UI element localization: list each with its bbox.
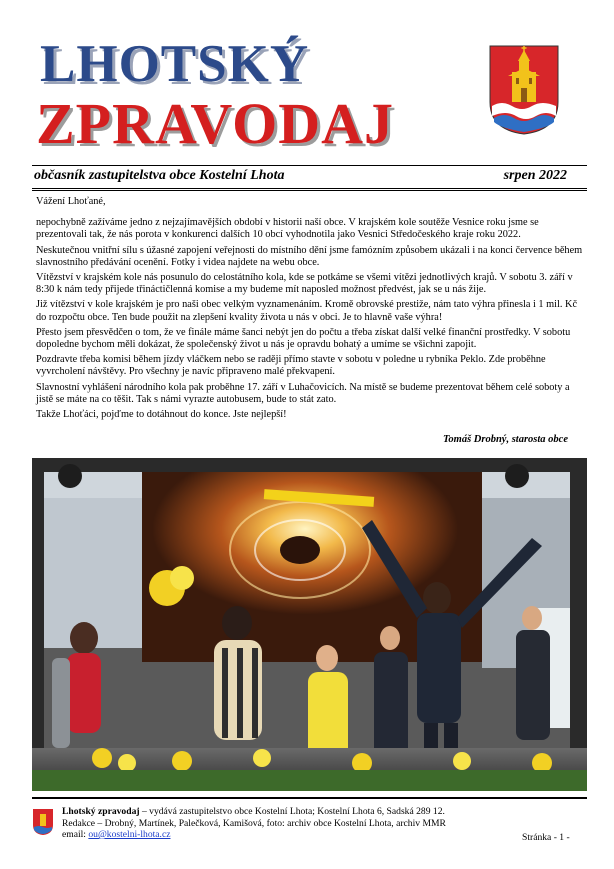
article-greeting: Vážení Lhoťané, bbox=[36, 196, 106, 207]
title-line-1: LHOTSKÝ bbox=[40, 35, 310, 93]
footer-email-line bbox=[62, 829, 562, 841]
subtitle-bar bbox=[32, 165, 587, 191]
editorial-article bbox=[36, 196, 584, 424]
issue-date: srpen 2022 bbox=[503, 168, 567, 183]
article-paragraph: Pozdravte třeba komisi během jízdy vláčkem nebo se raději přímo stavte v sobotu v poledne u rybníka Peklo. Zde proběhne vyvrcholení návštěvy. Pro všechny je navíc připraveno malé překvapení. bbox=[36, 354, 546, 378]
footer-publisher-info: – vydává zastupitelstvo obce Kostelní Lhota; Kostelní Lhota 6, Sadská 289 12. bbox=[139, 806, 445, 817]
title-line-2: ZPRAVODAJ bbox=[36, 91, 395, 156]
article-paragraph: Neskutečnou vnitřní sílu s úžasné zapojení veřejnosti do místního dění jsme famózním způsobem ukázali i na konci července během slavnostního předávání ocenění. Fotky i videa najdete na webu obce. bbox=[36, 244, 583, 268]
page-number: Stránka - 1 - bbox=[522, 832, 570, 843]
article-paragraph: Přesto jsem přesvědčen o tom, že ve finále máme šanci nebýt jen do počtu a třeba získat další velké finanční prostředky. V sobotu dopoledne bychom měli dokázat, že společenský život u nás je opravdu bohatý a umíme se všichni zapojit. bbox=[36, 326, 571, 351]
article-signature: Tomáš Drobný, starosta obce bbox=[442, 434, 568, 445]
footer-rule bbox=[32, 797, 587, 799]
article-paragraph: nepochybně zažíváme jedno z nejzajímavějších období v historii naší obce. V krajském kole soutěže Vesnice roku jsme se prezentovali tak, že nás porota v konkurenci dalších 10 obcí vyhodnotila jako Vesnici Středočeského kraje roku 2022. bbox=[36, 217, 539, 241]
article-paragraph: Již vítězství v kole krajském je pro naši obec velkým vyznamenáním. Kromě obrovské prestiže, nám tato výhra přinesla i 1 mil. Kč do rozpočtu obce. Ten bude použit na zlepšení kvality života u nás v obci. Je to hlavně vaše výhra! bbox=[36, 299, 578, 323]
footer-coat-of-arms-icon bbox=[32, 808, 54, 836]
footer-editors: Redakce – Drobný, Martínek, Palečková, Kamišová, foto: archiv obce Kostelní Lhota, archiv MMR bbox=[62, 817, 446, 829]
masthead bbox=[30, 30, 450, 170]
article-paragraph: Vítězství v krajském kole nás posunulo do celostátního kola, kde se potkáme se všemi vítězi jednotlivých krajů. V sobotu 3. září v 8:30 k nám tedy přijede třináctičlenná komise a my budeme mít naposled možnost předvést, jak se u nás žije. bbox=[36, 272, 573, 296]
article-paragraph: Slavnostní vyhlášení národního kola pak proběhne 17. září v Luhačovicích. Na místě se budeme prezentovat během celé soboty a jistě se máte na co těšit. Tak s námi vyrazte autobusem, bude to stát zato. bbox=[36, 381, 570, 405]
footer-publisher-line bbox=[62, 806, 562, 818]
award-ceremony-photo bbox=[32, 458, 587, 791]
footer-email-link[interactable]: ou@kostelni-lhota.cz bbox=[88, 829, 171, 840]
footer-imprint bbox=[62, 806, 562, 841]
municipal-coat-of-arms-icon bbox=[488, 44, 560, 136]
footer-email-label: email: bbox=[62, 829, 89, 840]
newsletter-subtitle: občasník zastupitelstva obce Kostelní Lhota bbox=[34, 168, 285, 183]
article-paragraph: Takže Lhoťáci, pojďme to dotáhnout do konce. Jste nejlepší! bbox=[36, 409, 287, 421]
footer-publisher-name: Lhotský zpravodaj bbox=[62, 806, 140, 817]
